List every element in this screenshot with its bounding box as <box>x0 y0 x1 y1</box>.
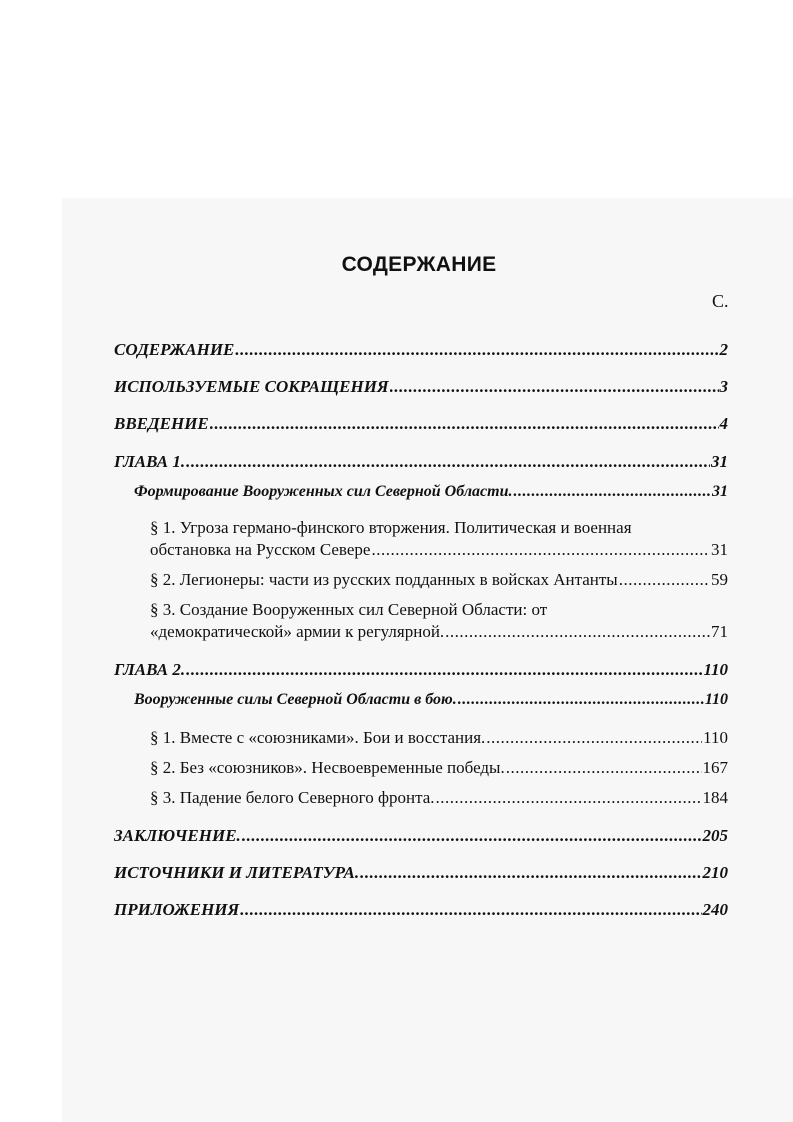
toc-entry-chapter-2-title[interactable] <box>134 691 728 709</box>
toc-entry-section-1-3[interactable] <box>150 622 728 642</box>
toc-entry-section-2-1[interactable] <box>150 728 728 748</box>
toc-entry-label: ИСТОЧНИКИ И ЛИТЕРАТУРА. <box>114 863 360 882</box>
page-title: СОДЕРЖАНИЕ <box>341 253 497 276</box>
toc-entry-label: § 2. Без «союзников». Несвоевременные победы. <box>150 758 505 777</box>
toc-entry-label: ГЛАВА 1. <box>114 452 186 471</box>
dot-leader <box>242 826 702 846</box>
toc-entry-label: § 3. Падение белого Северного фронта. <box>150 788 435 807</box>
dot-leader <box>390 377 719 397</box>
toc-entry-label: ВВЕДЕНИЕ <box>114 414 209 433</box>
dot-leader <box>186 660 702 680</box>
toc-entry-conclusion[interactable] <box>114 826 728 846</box>
dot-leader <box>360 863 701 883</box>
toc-entry-chapter-1-title[interactable] <box>134 483 728 501</box>
toc-entry-appendices[interactable] <box>114 900 728 920</box>
toc-entry-label: ПРИЛОЖЕНИЯ <box>114 900 240 919</box>
toc-entry-section-1-2[interactable] <box>150 570 728 590</box>
toc-entry-section-1-3-line1: § 3. Создание Вооруженных сил Северной Области: от <box>150 600 548 619</box>
toc-entry-label: § 1. Вместе с «союзниками». Бои и восстания. <box>150 728 486 747</box>
page-column-label: С. <box>712 291 729 311</box>
toc-entry-page: 110 <box>703 660 728 679</box>
toc-entry-page: 71 <box>711 622 728 641</box>
toc-entry-label: ЗАКЛЮЧЕНИЕ. <box>114 826 241 845</box>
toc-entry-section-1-1[interactable] <box>150 540 728 560</box>
toc-entry-page: 31 <box>711 452 728 471</box>
toc-entry-label: § 2. Легионеры: части из русских подданных в войсках Антанты <box>150 570 618 589</box>
dot-leader <box>486 728 702 748</box>
toc-entry-section-1-1-line1: § 1. Угроза германо-финского вторжения. Политическая и военная <box>150 518 632 537</box>
toc-entry-contents[interactable] <box>114 340 728 360</box>
dot-leader <box>210 414 719 434</box>
toc-entry-chapter-1[interactable] <box>114 452 728 472</box>
dot-leader <box>445 622 710 642</box>
toc-entry-page: 210 <box>702 863 728 882</box>
dot-leader <box>619 570 710 590</box>
toc-entry-label: ИСПОЛЬЗУЕМЫЕ СОКРАЩЕНИЯ <box>114 377 389 396</box>
toc-entry-page: 167 <box>702 758 728 777</box>
dot-leader <box>186 452 710 472</box>
toc-entry-page: 110 <box>704 691 728 708</box>
toc-entry-label: «демократической» армии к регулярной. <box>150 622 445 641</box>
toc-entry-label: ГЛАВА 2. <box>114 660 186 679</box>
toc-entry-label: Формирование Вооруженных сил Северной Области. <box>134 483 513 500</box>
dot-leader <box>235 340 718 360</box>
toc-entry-page: 3 <box>719 377 728 396</box>
toc-entry-page: 59 <box>711 570 728 589</box>
dot-leader <box>506 758 702 778</box>
toc-entry-introduction[interactable] <box>114 414 728 434</box>
toc-entry-page: 184 <box>702 788 728 807</box>
toc-entry-abbreviations[interactable] <box>114 377 728 397</box>
dot-leader <box>240 900 701 920</box>
toc-entry-page: 2 <box>719 340 728 359</box>
toc-entry-page: 31 <box>711 540 728 559</box>
toc-entry-label: СОДЕРЖАНИЕ <box>114 340 235 359</box>
dot-leader <box>436 788 702 808</box>
toc-entry-section-2-3[interactable] <box>150 788 728 808</box>
toc-entry-page: 205 <box>702 826 728 845</box>
toc-entry-chapter-2[interactable] <box>114 660 728 680</box>
toc-entry-page: 31 <box>712 483 728 500</box>
toc-entry-sources[interactable] <box>114 863 728 883</box>
dot-leader <box>458 691 704 709</box>
toc-entry-label: Вооруженные силы Северной Области в бою. <box>134 691 457 708</box>
toc-entry-section-2-2[interactable] <box>150 758 728 778</box>
dot-leader <box>513 483 711 501</box>
toc-entry-page: 240 <box>702 900 728 919</box>
toc-entry-page: 4 <box>719 414 728 433</box>
dot-leader <box>371 540 710 560</box>
toc-entry-label: обстановка на Русском Севере <box>150 540 371 559</box>
toc-entry-page: 110 <box>703 728 728 747</box>
